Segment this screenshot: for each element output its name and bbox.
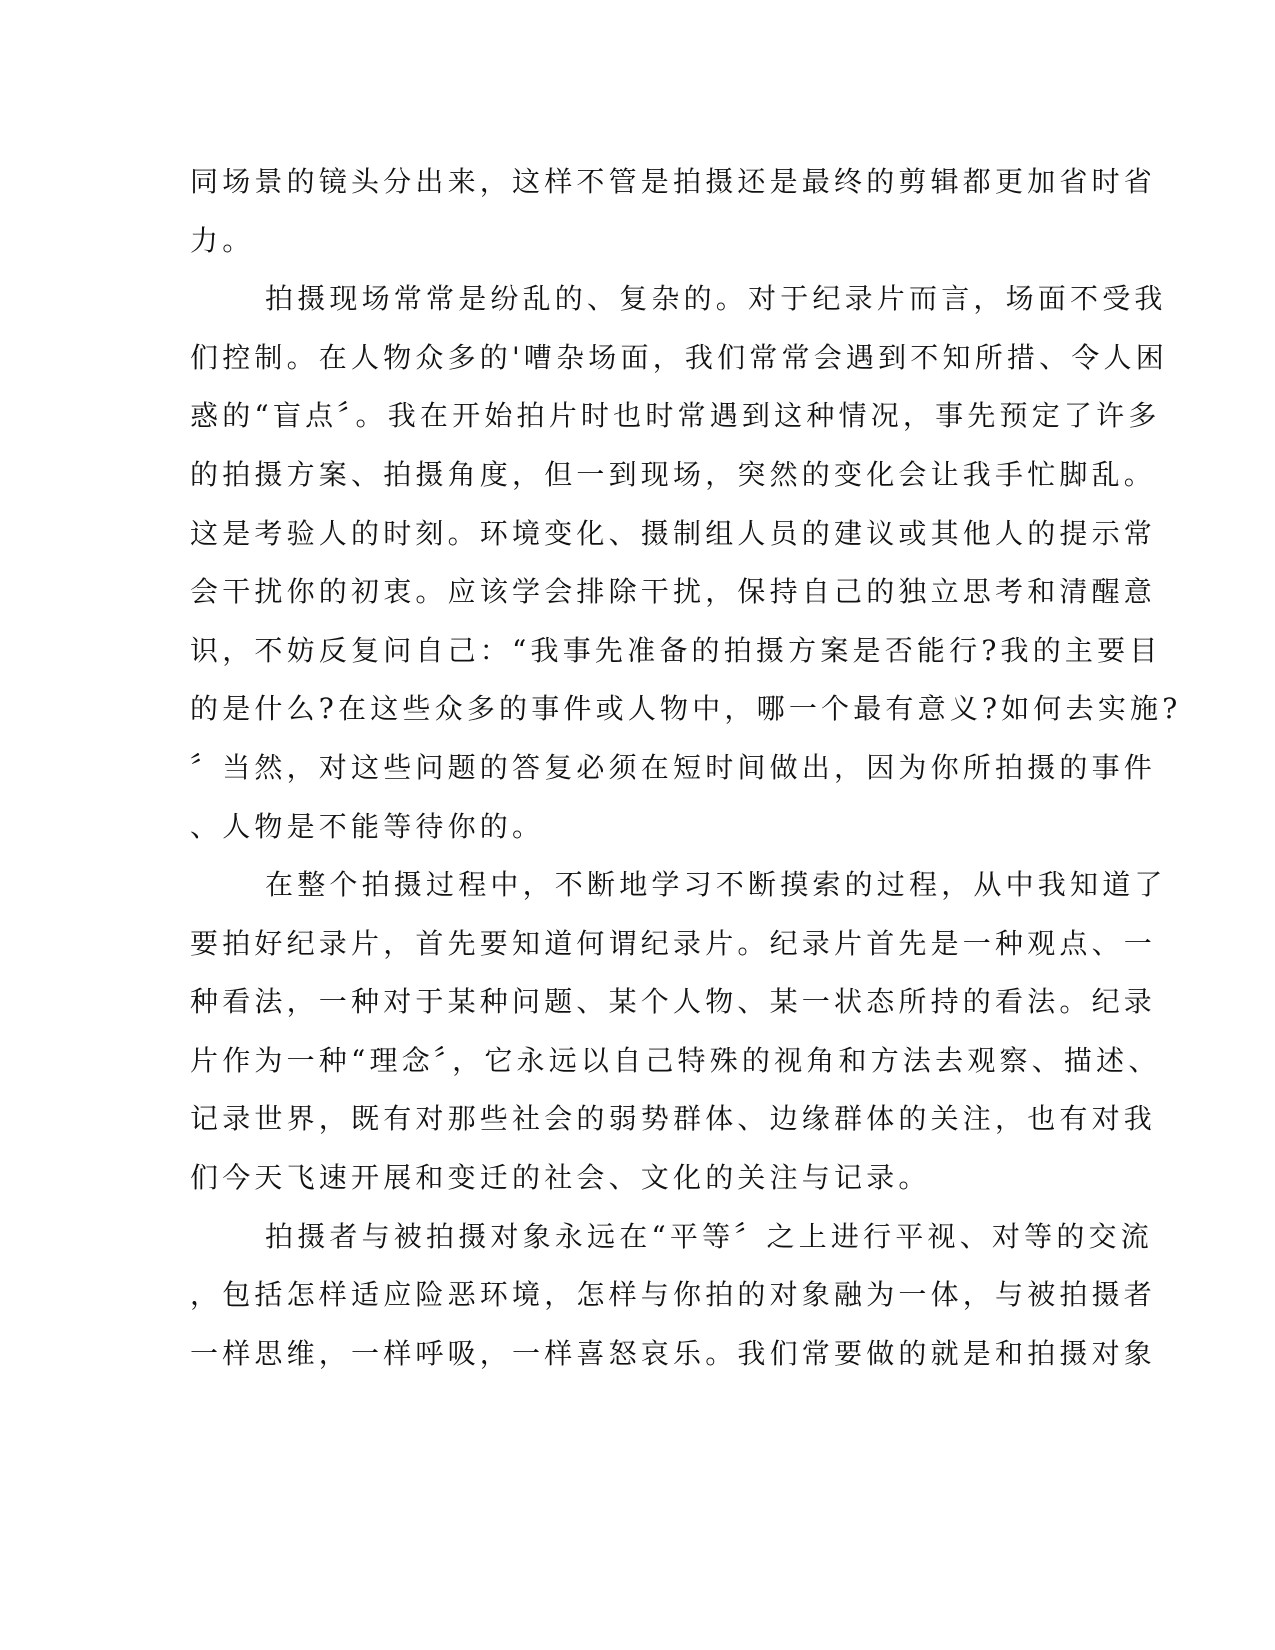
paragraph-first-line: 拍摄者与被拍摄对象永远在“平等〞之上进行平视、对等的交流 (265, 1220, 1153, 1253)
text-line: 要拍好纪录片，首先要知道何谓纪录片。纪录片首先是一种观点、一 (190, 927, 1157, 960)
text-line: 们控制。在人物众多的'嘈杂场面，我们常常会遇到不知所措、令人困 (190, 341, 1168, 374)
text-line: 识，不妨反复问自己：“我事先准备的拍摄方案是否能行?我的主要目 (190, 634, 1162, 667)
text-line: 这是考验人的时刻。环境变化、摄制组人员的建议或其他人的提示常 (190, 517, 1157, 550)
text-line: 一样思维，一样呼吸，一样喜怒哀乐。我们常要做的就是和拍摄对象 (190, 1337, 1157, 1370)
text-line: 〞当然，对这些问题的答复必须在短时间做出，因为你所拍摄的事件 (190, 751, 1157, 784)
text-line: 的是什么?在这些众多的事件或人物中，哪一个最有意义?如何去实施? (190, 692, 1182, 725)
text-line: 、人物是不能等待你的。 (190, 810, 545, 843)
text-line: 种看法，一种对于某种问题、某个人物、某一状态所持的看法。纪录 (190, 985, 1157, 1018)
text-line: 的拍摄方案、拍摄角度，但一到现场，突然的变化会让我手忙脚乱。 (190, 458, 1157, 491)
text-line: 会干扰你的初衷。应该学会排除干扰，保持自己的独立思考和清醒意 (190, 575, 1157, 608)
paragraph-first-line: 拍摄现场常常是纷乱的、复杂的。对于纪录片而言，场面不受我 (265, 282, 1167, 315)
text-line: 同场景的镜头分出来，这样不管是拍摄还是最终的剪辑都更加省时省 (190, 165, 1157, 198)
text-line: ，包括怎样适应险恶环境，怎样与你拍的对象融为一体，与被拍摄者 (190, 1278, 1157, 1311)
text-line: 们今天飞速开展和变迁的社会、文化的关注与记录。 (190, 1161, 931, 1194)
text-line: 力。 (190, 224, 255, 257)
text-line: 记录世界，既有对那些社会的弱势群体、边缘群体的关注，也有对我 (190, 1102, 1157, 1135)
text-line: 惑的“盲点〞。我在开始拍片时也时常遇到这种情况，事先预定了许多 (190, 399, 1161, 432)
text-line: 片作为一种“理念〞，它永远以自己特殊的视角和方法去观察、描述、 (190, 1044, 1161, 1077)
paragraph-first-line: 在整个拍摄过程中，不断地学习不断摸索的过程，从中我知道了 (265, 868, 1167, 901)
